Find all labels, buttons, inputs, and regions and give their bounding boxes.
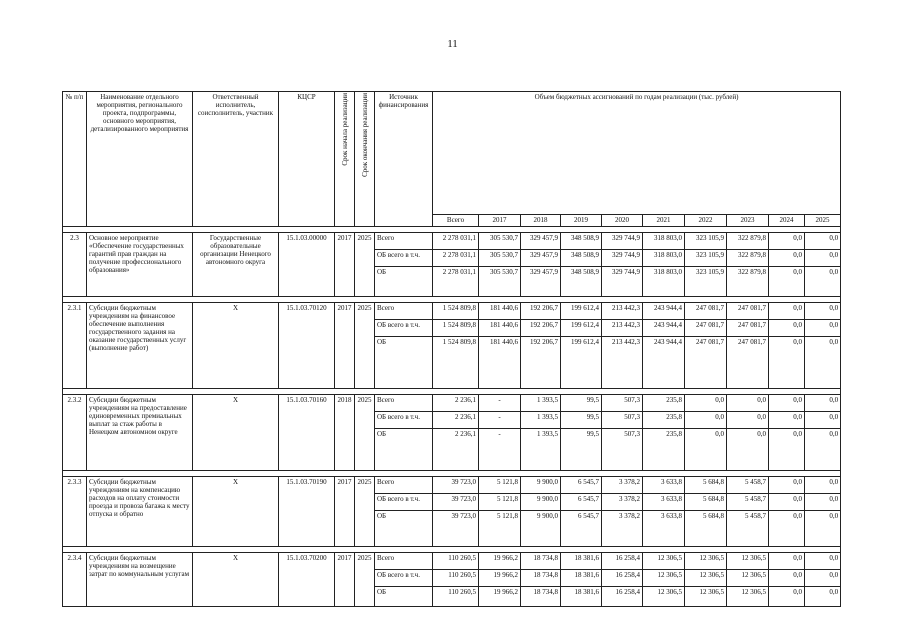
cell-responsible: X	[193, 477, 279, 547]
cell-value: 322 879,8	[727, 267, 769, 297]
cell-value: 192 206,7	[521, 303, 561, 320]
cell-start: 2018	[335, 395, 355, 471]
cell-value: 0,0	[805, 267, 841, 297]
cell-value: 235,8	[643, 429, 685, 471]
cell-value: 247 081,7	[685, 303, 727, 320]
cell-value: 348 508,9	[561, 250, 602, 267]
cell-value: 0,0	[769, 320, 805, 337]
cell-value: 0,0	[769, 477, 805, 494]
header-year: 2017	[479, 215, 521, 227]
cell-value: 1 524 809,8	[433, 337, 479, 389]
cell-value: 12 306,5	[643, 570, 685, 587]
cell-start: 2017	[335, 553, 355, 607]
cell-value: 3 378,2	[602, 494, 643, 511]
cell-value: 9 900,0	[521, 494, 561, 511]
cell-value: 0,0	[769, 303, 805, 320]
cell-value: 181 440,6	[479, 337, 521, 389]
cell-value: 0,0	[769, 337, 805, 389]
cell-value: 0,0	[685, 412, 727, 429]
cell-value: -	[479, 395, 521, 412]
cell-value: 5 684,8	[685, 511, 727, 547]
header-volume: Объем бюджетных ассигнований по годам реализации (тыс. рублей)	[433, 92, 841, 215]
cell-num: 2.3.2	[63, 395, 87, 471]
cell-source: ОБ всего в т.ч.	[375, 570, 433, 587]
cell-value: 18 734,8	[521, 553, 561, 570]
cell-value: 247 081,7	[685, 320, 727, 337]
cell-value: 2 236,1	[433, 395, 479, 412]
cell-value: 0,0	[769, 570, 805, 587]
cell-value: 110 260,5	[433, 570, 479, 587]
cell-value: 39 723,0	[433, 494, 479, 511]
cell-value: 110 260,5	[433, 587, 479, 607]
cell-value: 110 260,5	[433, 553, 479, 570]
cell-value: 12 306,5	[685, 553, 727, 570]
cell-value: 5 121,8	[479, 511, 521, 547]
cell-source: Всего	[375, 395, 433, 412]
cell-source: Всего	[375, 553, 433, 570]
header-name: Наименование отдельного мероприятия, регионального проекта, подпрограммы, основного мероприятия, детализированного мероприятия	[87, 92, 193, 227]
cell-value: 243 944,4	[643, 320, 685, 337]
cell-value: 1 524 809,8	[433, 320, 479, 337]
cell-source: ОБ	[375, 337, 433, 389]
cell-value: 3 633,8	[643, 494, 685, 511]
cell-value: 39 723,0	[433, 511, 479, 547]
cell-value: 12 306,5	[727, 587, 769, 607]
cell-value: 5 458,7	[727, 511, 769, 547]
cell-value: 305 530,7	[479, 250, 521, 267]
cell-value: 329 744,9	[602, 233, 643, 250]
cell-value: 323 105,9	[685, 233, 727, 250]
cell-end: 2025	[355, 303, 375, 389]
cell-value: 0,0	[727, 412, 769, 429]
cell-kcsr: 15.1.03.70200	[279, 553, 335, 607]
header-year: 2024	[769, 215, 805, 227]
header-start	[335, 92, 355, 227]
cell-value: 16 258,4	[602, 587, 643, 607]
cell-value: 18 381,6	[561, 553, 602, 570]
cell-value: 318 803,0	[643, 267, 685, 297]
cell-kcsr: 15.1.03.70160	[279, 395, 335, 471]
header-responsible: Ответственный исполнитель, соисполнитель, участник	[193, 92, 279, 227]
cell-responsible: X	[193, 303, 279, 389]
cell-value: 6 545,7	[561, 511, 602, 547]
cell-num: 2.3.4	[63, 553, 87, 607]
cell-source: ОБ	[375, 429, 433, 471]
cell-value: 323 105,9	[685, 250, 727, 267]
header-num: № п/п	[63, 92, 87, 227]
cell-value: 213 442,3	[602, 337, 643, 389]
header-year: 2019	[561, 215, 602, 227]
cell-value: 19 966,2	[479, 587, 521, 607]
cell-value: 5 684,8	[685, 477, 727, 494]
cell-value: 18 734,8	[521, 587, 561, 607]
table-row	[63, 303, 841, 320]
cell-value: 305 530,7	[479, 267, 521, 297]
cell-name: Субсидии бюджетным учреждениям на возмещение затрат по коммунальным услугам	[87, 553, 193, 607]
cell-value: 507,3	[602, 395, 643, 412]
cell-value: 16 258,4	[602, 570, 643, 587]
cell-name: Субсидии бюджетным учреждениям на финансовое обеспечение выполнения государственного задания на оказание государственных услуг (выполнение работ)	[87, 303, 193, 389]
cell-value: 0,0	[805, 337, 841, 389]
table-row	[63, 233, 841, 250]
cell-value: 19 966,2	[479, 553, 521, 570]
cell-value: 12 306,5	[643, 553, 685, 570]
header-year: 2020	[602, 215, 643, 227]
cell-value: 0,0	[769, 233, 805, 250]
cell-value: 507,3	[602, 429, 643, 471]
cell-value: 322 879,8	[727, 233, 769, 250]
cell-value: 235,8	[643, 412, 685, 429]
cell-value: 99,5	[561, 412, 602, 429]
cell-responsible: X	[193, 395, 279, 471]
cell-value: 243 944,4	[643, 303, 685, 320]
cell-value: 213 442,3	[602, 320, 643, 337]
cell-end: 2025	[355, 395, 375, 471]
cell-value: 213 442,3	[602, 303, 643, 320]
cell-value: 0,0	[769, 429, 805, 471]
cell-kcsr: 15.1.03.00000	[279, 233, 335, 297]
cell-value: 99,5	[561, 395, 602, 412]
cell-value: 329 457,9	[521, 233, 561, 250]
cell-value: 329 457,9	[521, 250, 561, 267]
cell-value: 348 508,9	[561, 267, 602, 297]
table-row	[63, 395, 841, 412]
cell-value: 0,0	[769, 587, 805, 607]
cell-value: 0,0	[805, 587, 841, 607]
cell-value: 199 612,4	[561, 320, 602, 337]
budget-table	[62, 91, 841, 607]
cell-source: ОБ всего в т.ч.	[375, 250, 433, 267]
cell-end: 2025	[355, 553, 375, 607]
cell-value: 0,0	[805, 412, 841, 429]
cell-source: ОБ	[375, 511, 433, 547]
cell-value: 5 684,8	[685, 494, 727, 511]
cell-value: 9 900,0	[521, 477, 561, 494]
cell-value: 0,0	[769, 553, 805, 570]
cell-value: -	[479, 412, 521, 429]
cell-value: 0,0	[805, 477, 841, 494]
cell-kcsr: 15.1.03.70120	[279, 303, 335, 389]
cell-value: 247 081,7	[727, 337, 769, 389]
cell-source: ОБ всего в т.ч.	[375, 494, 433, 511]
table-row	[63, 477, 841, 494]
header-year: 2025	[805, 215, 841, 227]
cell-value: 0,0	[805, 395, 841, 412]
cell-value: 323 105,9	[685, 267, 727, 297]
cell-value: 9 900,0	[521, 511, 561, 547]
cell-source: ОБ всего в т.ч.	[375, 412, 433, 429]
cell-responsible: Государственные образовательные организации Ненецкого автономного округа	[193, 233, 279, 297]
cell-value: 0,0	[769, 250, 805, 267]
cell-value: 247 081,7	[727, 320, 769, 337]
cell-num: 2.3	[63, 233, 87, 297]
cell-value: 0,0	[727, 395, 769, 412]
cell-value: 0,0	[727, 429, 769, 471]
cell-source: Всего	[375, 477, 433, 494]
header-year: 2021	[643, 215, 685, 227]
cell-source: ОБ	[375, 267, 433, 297]
cell-start: 2017	[335, 477, 355, 547]
cell-responsible: X	[193, 553, 279, 607]
cell-value: 0,0	[805, 494, 841, 511]
cell-value: 348 508,9	[561, 233, 602, 250]
cell-num: 2.3.3	[63, 477, 87, 547]
cell-name: Субсидии бюджетным учреждениям на компенсацию расходов на оплату стоимости проезда и провоза багажа к месту отпуска и обратно	[87, 477, 193, 547]
cell-value: 0,0	[805, 429, 841, 471]
cell-value: 39 723,0	[433, 477, 479, 494]
cell-value: 18 734,8	[521, 570, 561, 587]
cell-value: 1 393,5	[521, 412, 561, 429]
cell-value: 0,0	[805, 511, 841, 547]
cell-value: 2 278 031,1	[433, 267, 479, 297]
cell-value: 247 081,7	[685, 337, 727, 389]
cell-value: 329 744,9	[602, 250, 643, 267]
header-year: 2022	[685, 215, 727, 227]
cell-value: 0,0	[805, 250, 841, 267]
cell-value: 2 278 031,1	[433, 233, 479, 250]
cell-value: 0,0	[769, 511, 805, 547]
cell-value: 12 306,5	[727, 570, 769, 587]
cell-value: 0,0	[805, 570, 841, 587]
cell-value: 3 633,8	[643, 477, 685, 494]
cell-value: 0,0	[769, 412, 805, 429]
cell-value: 0,0	[805, 320, 841, 337]
cell-value: 5 121,8	[479, 477, 521, 494]
cell-value: 5 458,7	[727, 494, 769, 511]
cell-value: 12 306,5	[643, 587, 685, 607]
cell-value: 0,0	[685, 395, 727, 412]
cell-value: 16 258,4	[602, 553, 643, 570]
header-source: Источник финансирования	[375, 92, 433, 227]
cell-value: 5 121,8	[479, 494, 521, 511]
cell-value: 3 378,2	[602, 477, 643, 494]
cell-value: 318 803,0	[643, 250, 685, 267]
header-year: 2018	[521, 215, 561, 227]
cell-value: 6 545,7	[561, 477, 602, 494]
header-year: Всего	[433, 215, 479, 227]
cell-end: 2025	[355, 233, 375, 297]
cell-value: 3 633,8	[643, 511, 685, 547]
header-end-label: Срок окончания реализации	[360, 93, 369, 177]
cell-value: 322 879,8	[727, 250, 769, 267]
cell-start: 2017	[335, 233, 355, 297]
cell-value: 19 966,2	[479, 570, 521, 587]
table-row	[63, 553, 841, 570]
cell-name: Основное мероприятие «Обеспечение государственных гарантий прав граждан на получение профессионального образования»	[87, 233, 193, 297]
cell-value: 507,3	[602, 412, 643, 429]
cell-value: 247 081,7	[727, 303, 769, 320]
cell-end: 2025	[355, 477, 375, 547]
page-number: 11	[447, 38, 458, 50]
cell-value: 318 803,0	[643, 233, 685, 250]
cell-value: 5 458,7	[727, 477, 769, 494]
cell-value: 0,0	[805, 303, 841, 320]
cell-name: Субсидии бюджетным учреждениям на предоставление единовременных премиальных выплат за стаж работы в Ненецком автономном округе	[87, 395, 193, 471]
cell-value: 2 278 031,1	[433, 250, 479, 267]
cell-value: 0,0	[769, 494, 805, 511]
cell-value: 1 524 809,8	[433, 303, 479, 320]
cell-source: ОБ всего в т.ч.	[375, 320, 433, 337]
cell-value: 305 530,7	[479, 233, 521, 250]
cell-value: 1 393,5	[521, 429, 561, 471]
cell-kcsr: 15.1.03.70190	[279, 477, 335, 547]
cell-value: 0,0	[805, 553, 841, 570]
cell-value: 99,5	[561, 429, 602, 471]
cell-value: 3 378,2	[602, 511, 643, 547]
cell-value: 0,0	[769, 267, 805, 297]
cell-value: -	[479, 429, 521, 471]
cell-value: 1 393,5	[521, 395, 561, 412]
header-kcsr: КЦСР	[279, 92, 335, 227]
cell-value: 12 306,5	[685, 570, 727, 587]
header-end	[355, 92, 375, 227]
cell-value: 192 206,7	[521, 320, 561, 337]
cell-source: ОБ	[375, 587, 433, 607]
cell-value: 235,8	[643, 395, 685, 412]
cell-num: 2.3.1	[63, 303, 87, 389]
cell-value: 181 440,6	[479, 320, 521, 337]
cell-value: 199 612,4	[561, 303, 602, 320]
cell-source: Всего	[375, 303, 433, 320]
cell-value: 12 306,5	[685, 587, 727, 607]
cell-value: 0,0	[769, 395, 805, 412]
header-start-label: Срок начала реализации	[340, 93, 349, 166]
cell-value: 243 944,4	[643, 337, 685, 389]
cell-value: 199 612,4	[561, 337, 602, 389]
header-year: 2023	[727, 215, 769, 227]
cell-value: 181 440,6	[479, 303, 521, 320]
cell-value: 0,0	[685, 429, 727, 471]
cell-value: 2 236,1	[433, 429, 479, 471]
cell-value: 0,0	[805, 233, 841, 250]
cell-value: 192 206,7	[521, 337, 561, 389]
cell-value: 6 545,7	[561, 494, 602, 511]
cell-value: 329 457,9	[521, 267, 561, 297]
cell-value: 2 236,1	[433, 412, 479, 429]
cell-value: 18 381,6	[561, 587, 602, 607]
cell-value: 12 306,5	[727, 553, 769, 570]
cell-value: 329 744,9	[602, 267, 643, 297]
cell-start: 2017	[335, 303, 355, 389]
cell-source: Всего	[375, 233, 433, 250]
cell-value: 18 381,6	[561, 570, 602, 587]
